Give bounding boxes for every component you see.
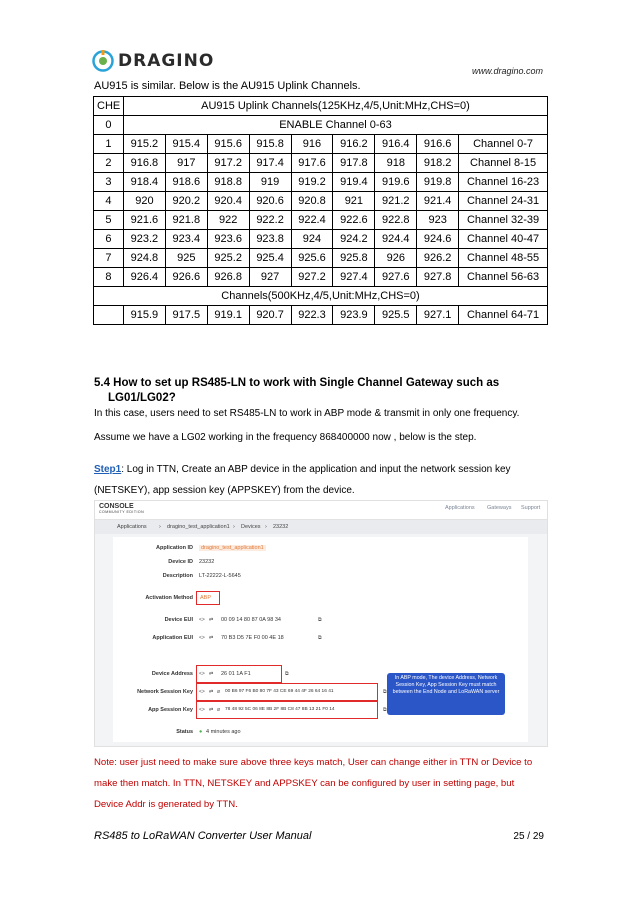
field-label-description: Description [162, 573, 193, 579]
table-cell-frequency: 925 [165, 249, 207, 268]
table-cell-frequency: 925.2 [207, 249, 249, 268]
table-cell-channel-range: Channel 40-47 [459, 230, 548, 249]
au915-channel-table [93, 96, 548, 325]
table-cell-index: 1 [94, 135, 124, 154]
table-header-title: AU915 Uplink Channels(125KHz,4/5,Unit:MHz,CHS=0) [123, 97, 547, 116]
table-cell-frequency: 920.4 [207, 192, 249, 211]
table-cell-frequency: 918.6 [165, 173, 207, 192]
table-cell-frequency: 922.2 [249, 211, 291, 230]
table-cell-frequency: 927.6 [375, 268, 417, 287]
table-cell-frequency: 923.6 [207, 230, 249, 249]
field-label-application-id: Application ID [156, 545, 193, 551]
step1-label[interactable]: Step1 [94, 464, 122, 475]
table-cell-frequency: 916.4 [375, 135, 417, 154]
paragraph-abp-mode: In this case, users need to set RS485-LN to work in ABP mode & transmit in only one frequency. [94, 408, 520, 419]
table-cell-frequency: 924 [291, 230, 333, 249]
table-cell-frequency: 923.9 [333, 306, 375, 325]
table-cell-frequency: 926.4 [123, 268, 165, 287]
table-cell-frequency: 921 [333, 192, 375, 211]
table-cell-frequency: 923.4 [165, 230, 207, 249]
table-cell-frequency: 926.8 [207, 268, 249, 287]
table-cell-frequency: 921.8 [165, 211, 207, 230]
field-label-device-id: Device ID [168, 559, 193, 565]
table-cell-frequency: 924.6 [417, 230, 459, 249]
breadcrumb-applications[interactable]: Applications [117, 524, 147, 530]
table-cell-frequency: 919 [249, 173, 291, 192]
table-cell-frequency: 920 [123, 192, 165, 211]
field-label-activation-method: Activation Method [145, 595, 193, 601]
table-cell-channel-range: Channel 24-31 [459, 192, 548, 211]
table-cell-frequency: 919.8 [417, 173, 459, 192]
table-cell-frequency: 917.4 [249, 154, 291, 173]
chevron-right-icon: › [159, 524, 161, 530]
table-cell-channel-range: Channel 16-23 [459, 173, 548, 192]
table-cell-frequency: 922 [207, 211, 249, 230]
dragino-logo-icon [92, 50, 114, 72]
table-cell-frequency: 916.6 [417, 135, 459, 154]
table-cell-frequency: 916.2 [333, 135, 375, 154]
table-cell-frequency: 917.8 [333, 154, 375, 173]
console-logo [99, 503, 144, 514]
table-cell-channel-range: Channel 64-71 [459, 306, 548, 325]
table-cell-frequency: 927.1 [417, 306, 459, 325]
swap-icon[interactable]: ⇄ [209, 617, 214, 623]
table-cell-frequency: 919.4 [333, 173, 375, 192]
table-cell-frequency: 920.6 [249, 192, 291, 211]
chevron-right-icon: › [233, 524, 235, 530]
chevron-right-icon: › [265, 524, 267, 530]
swap-icon[interactable]: ⇄ [209, 635, 214, 641]
swap-icon[interactable]: ⇄ [209, 707, 214, 713]
table-cell-frequency: 920.2 [165, 192, 207, 211]
table-cell-index: 7 [94, 249, 124, 268]
table-cell-index: 4 [94, 192, 124, 211]
table-cell-frequency: 925.8 [333, 249, 375, 268]
device-overview-panel [113, 537, 528, 742]
table-cell-channel-range: Channel 56-63 [459, 268, 548, 287]
code-icon[interactable]: <> [199, 707, 205, 713]
table-cell-frequency: 924.4 [375, 230, 417, 249]
table-cell-frequency: 919.1 [207, 306, 249, 325]
table-cell-frequency: 924.2 [333, 230, 375, 249]
table-cell-frequency: 918.2 [417, 154, 459, 173]
breadcrumb-app[interactable]: dragino_test_application1 [167, 524, 230, 530]
hide-key-icon[interactable]: ø [217, 707, 221, 713]
table-cell-frequency: 922.8 [375, 211, 417, 230]
table-row [94, 249, 548, 268]
table-cell-frequency: 927.2 [291, 268, 333, 287]
table-cell-frequency: 923.8 [249, 230, 291, 249]
table-cell-channel-range: Channel 48-55 [459, 249, 548, 268]
table-cell-frequency: 922.3 [291, 306, 333, 325]
swap-icon[interactable]: ⇄ [209, 671, 214, 677]
step1-line2: (NETSKEY), app session key (APPSKEY) from the device. [94, 485, 355, 496]
table-row [94, 173, 548, 192]
nav-support[interactable]: Support [521, 505, 541, 511]
table-cell-frequency: 919.2 [291, 173, 333, 192]
table-cell-frequency: 916 [291, 135, 333, 154]
table-cell-index: 2 [94, 154, 124, 173]
table-cell-index: 8 [94, 268, 124, 287]
field-value-app-session-key: 78 48 92 5C 06 8E 8B 2F 8B C8 47 8B 13 21 F0 14 [225, 707, 335, 712]
field-label-status: Status [176, 729, 193, 735]
paragraph-assume: Assume we have a LG02 working in the frequency 868400000 now , below is the step. [94, 432, 477, 443]
copy-icon[interactable]: ⧉ [318, 617, 322, 623]
table-cell-channel-range: Channel 0-7 [459, 135, 548, 154]
code-icon[interactable]: <> [199, 671, 205, 677]
field-value-application-eui: 70 B3 D5 7E F0 00 4E 18 [221, 635, 284, 641]
table-cell-index: 6 [94, 230, 124, 249]
field-label-network-session-key: Network Session Key [137, 689, 193, 695]
breadcrumb [95, 520, 547, 534]
step1-paragraph [94, 459, 549, 501]
footer-title: RS485 to LoRaWAN Converter User Manual [94, 830, 312, 842]
table-cell-enable: ENABLE Channel 0-63 [123, 116, 547, 135]
copy-icon[interactable]: ⧉ [383, 707, 387, 713]
table-row-enable [94, 116, 548, 135]
page-number: 25 / 29 [513, 831, 544, 842]
breadcrumb-device[interactable]: 23232 [273, 524, 289, 530]
abp-callout: In ABP mode, The device Address, Network Session Key, App Session Key must match between the End Node and LoRaWAN server [387, 673, 505, 715]
table-cell-index: 5 [94, 211, 124, 230]
table-cell-frequency: 927.8 [417, 268, 459, 287]
field-label-device-address: Device Address [151, 671, 193, 677]
status-dot-icon: ● [199, 729, 203, 735]
table-row [94, 135, 548, 154]
table-cell-frequency: 927.4 [333, 268, 375, 287]
table-cell-frequency: 915.6 [207, 135, 249, 154]
table-cell-frequency: 923 [417, 211, 459, 230]
console-title: CONSOLE [99, 503, 134, 510]
table-cell-frequency: 920.8 [291, 192, 333, 211]
field-label-application-eui: Application EUI [152, 635, 193, 641]
table-row [94, 154, 548, 173]
nav-applications[interactable]: Applications [445, 505, 475, 511]
table-cell-frequency: 915.4 [165, 135, 207, 154]
console-subtitle: COMMUNITY EDITION [99, 510, 145, 514]
field-value-device-id: 23232 [199, 559, 215, 565]
table-cell-frequency: 922.4 [291, 211, 333, 230]
breadcrumb-devices[interactable]: Devices [241, 524, 261, 530]
table-cell-frequency: 926.2 [417, 249, 459, 268]
section-heading-line2: LG01/LG02? [108, 392, 176, 404]
field-label-device-eui: Device EUI [164, 617, 193, 623]
table-subheader-row [94, 287, 548, 306]
table-cell-channel-range: Channel 32-39 [459, 211, 548, 230]
table-subheader: Channels(500KHz,4/5,Unit:MHz,CHS=0) [94, 287, 548, 306]
table-cell-channel-range: Channel 8-15 [459, 154, 548, 173]
table-cell-frequency: 926 [375, 249, 417, 268]
section-heading [94, 376, 534, 406]
intro-text: AU915 is similar. Below is the AU915 Uplink Channels. [94, 80, 361, 92]
table-row [94, 306, 548, 325]
table-cell-frequency: 925.5 [375, 306, 417, 325]
copy-icon[interactable]: ⧉ [383, 689, 387, 695]
nav-gateways[interactable]: Gateways [487, 505, 512, 511]
console-topbar [95, 501, 547, 520]
hide-key-icon[interactable]: ø [217, 689, 221, 695]
field-value-application-id: dragino_test_application1 [201, 545, 264, 551]
step1-line1: : Log in TTN, Create an ABP device in the application and input the network session key [121, 464, 511, 475]
table-cell-index: 3 [94, 173, 124, 192]
table-cell-frequency: 923.2 [123, 230, 165, 249]
field-value-device-address: 26 01 1A F1 [221, 671, 251, 677]
dragino-logo [92, 50, 214, 72]
ttn-console-screenshot [94, 500, 548, 747]
table-cell-frequency: 921.6 [123, 211, 165, 230]
table-cell-frequency: 927 [249, 268, 291, 287]
field-value-status: 4 minutes ago [206, 729, 241, 735]
table-header-che: CHE [94, 97, 124, 116]
table-cell-frequency: 925.4 [249, 249, 291, 268]
table-row [94, 230, 548, 249]
table-cell-frequency: 921.2 [375, 192, 417, 211]
table-cell-frequency: 915.8 [249, 135, 291, 154]
table-cell-frequency: 916.8 [123, 154, 165, 173]
field-value-activation-method: ABP [200, 595, 212, 601]
table-cell-frequency: 917.2 [207, 154, 249, 173]
table-row [94, 192, 548, 211]
table-cell-frequency: 925.6 [291, 249, 333, 268]
note-text: Note: user just need to make sure above three keys match, User can change either in TTN or Device to make then match. In TTN, NETSKEY and APPSKEY can be configured by user in setting page, but Device Addr is generated by TTN. [94, 757, 533, 810]
table-cell-frequency: 917.6 [291, 154, 333, 173]
table-cell-frequency: 920.7 [249, 306, 291, 325]
copy-icon[interactable]: ⧉ [285, 671, 289, 677]
table-cell-frequency: 918.8 [207, 173, 249, 192]
table-cell-frequency: 924.8 [123, 249, 165, 268]
website-url[interactable]: www.dragino.com [471, 66, 543, 76]
table-cell-frequency: 919.6 [375, 173, 417, 192]
copy-icon[interactable]: ⧉ [318, 635, 322, 641]
table-header-row [94, 97, 548, 116]
table-cell-frequency: 917.5 [165, 306, 207, 325]
table-cell-frequency: 917 [165, 154, 207, 173]
swap-icon[interactable]: ⇄ [209, 689, 214, 695]
table-cell-frequency: 926.6 [165, 268, 207, 287]
logo-text: DRAGINO [118, 51, 215, 71]
table-cell-index: 0 [94, 116, 124, 135]
code-icon[interactable]: <> [199, 635, 205, 641]
table-row [94, 268, 548, 287]
table-row [94, 211, 548, 230]
field-value-network-session-key: 00 B6 97 F6 B0 80 7F 43 CE 69 44 4F 26 64 16 41 [225, 689, 334, 694]
section-heading-line1: 5.4 How to set up RS485-LN to work with Single Channel Gateway such as [94, 377, 500, 389]
table-cell-frequency: 915.2 [123, 135, 165, 154]
table-cell-frequency: 921.4 [417, 192, 459, 211]
field-label-app-session-key: App Session Key [148, 707, 193, 713]
table-cell-index [94, 306, 124, 325]
code-icon[interactable]: <> [199, 617, 205, 623]
table-cell-frequency: 918.4 [123, 173, 165, 192]
table-cell-frequency: 922.6 [333, 211, 375, 230]
table-cell-frequency: 918 [375, 154, 417, 173]
code-icon[interactable]: <> [199, 689, 205, 695]
field-value-description: LT-22222-L-5645 [199, 573, 241, 579]
field-value-device-eui: 00 09 14 80 87 0A 98 34 [221, 617, 281, 623]
table-cell-frequency: 915.9 [123, 306, 165, 325]
